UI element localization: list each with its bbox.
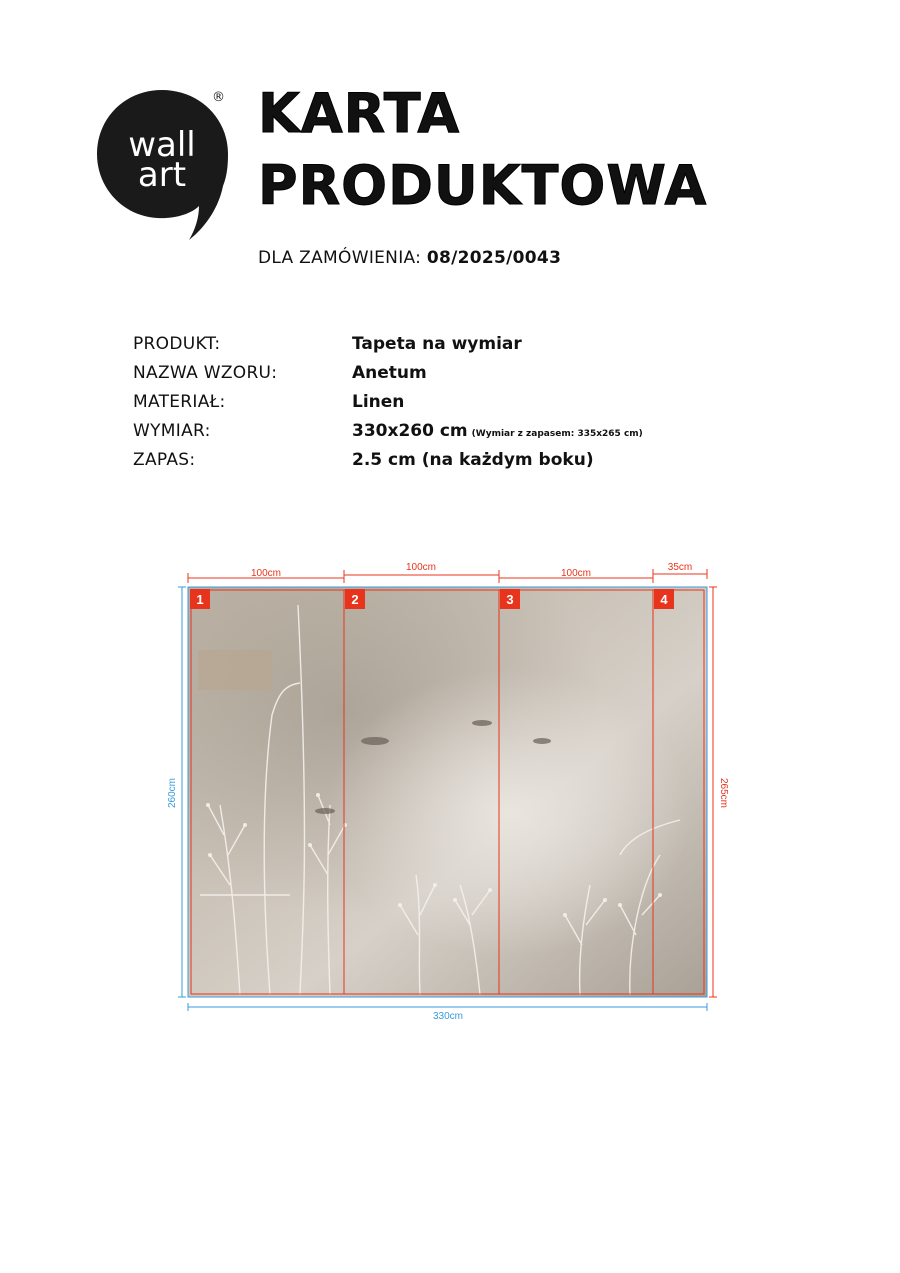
panel-badge-3	[500, 589, 520, 609]
wallpaper-pattern-image	[188, 587, 707, 997]
spec-key: WYMIAR:	[133, 421, 211, 441]
panel-number: 3	[506, 592, 514, 607]
spec-value: Linen	[352, 392, 405, 412]
height-dimension-line	[178, 587, 186, 997]
panel-number: 2	[351, 592, 359, 607]
spec-value: Tapeta na wymiar	[352, 334, 522, 354]
logo-text-wall: wall	[128, 125, 196, 165]
spec-note: (Wymiar z zapasem: 335x265 cm)	[471, 429, 643, 439]
panel-3-width-label: 100cm	[560, 568, 592, 579]
panel-number: 4	[660, 592, 668, 607]
wallpaper-panel-diagram	[160, 555, 740, 1025]
page-title	[258, 78, 707, 222]
total-width-dimension-line	[188, 1003, 707, 1011]
panel-badge-1	[190, 589, 210, 609]
logo-text-art: art	[137, 155, 187, 195]
spec-key: PRODUKT:	[133, 334, 221, 354]
spec-value: Anetum	[352, 363, 427, 383]
order-number: 08/2025/0043	[426, 248, 562, 268]
total-width-label: 330cm	[432, 1011, 464, 1022]
order-label: DLA ZAMÓWIENIA:	[258, 248, 422, 268]
panel-number: 1	[196, 592, 204, 607]
panel-2-width-label: 100cm	[405, 562, 437, 573]
height-margin-label: 265cm	[718, 777, 729, 809]
order-line	[258, 248, 561, 268]
panel-badge-4	[654, 589, 674, 609]
spec-value-text: 330x260 cm	[352, 421, 468, 441]
title-line-2: PRODUKTOWA	[258, 154, 708, 217]
title-line-1: KARTA	[258, 82, 461, 145]
spec-key: ZAPAS:	[133, 450, 196, 470]
panel-1-width-label: 100cm	[250, 568, 282, 579]
height-margin-dimension-line	[709, 587, 717, 997]
spec-key: NAZWA WZORU:	[133, 363, 278, 383]
spec-value: 2.5 cm (na każdym boku)	[352, 450, 594, 470]
spec-key: MATERIAŁ:	[133, 392, 226, 412]
panel-badge-2	[345, 589, 365, 609]
registered-mark: ®	[212, 90, 225, 105]
spec-value	[352, 421, 643, 441]
panel-4-width-label: 35cm	[667, 562, 693, 573]
wallart-logo	[95, 88, 230, 243]
height-label: 260cm	[167, 777, 178, 809]
